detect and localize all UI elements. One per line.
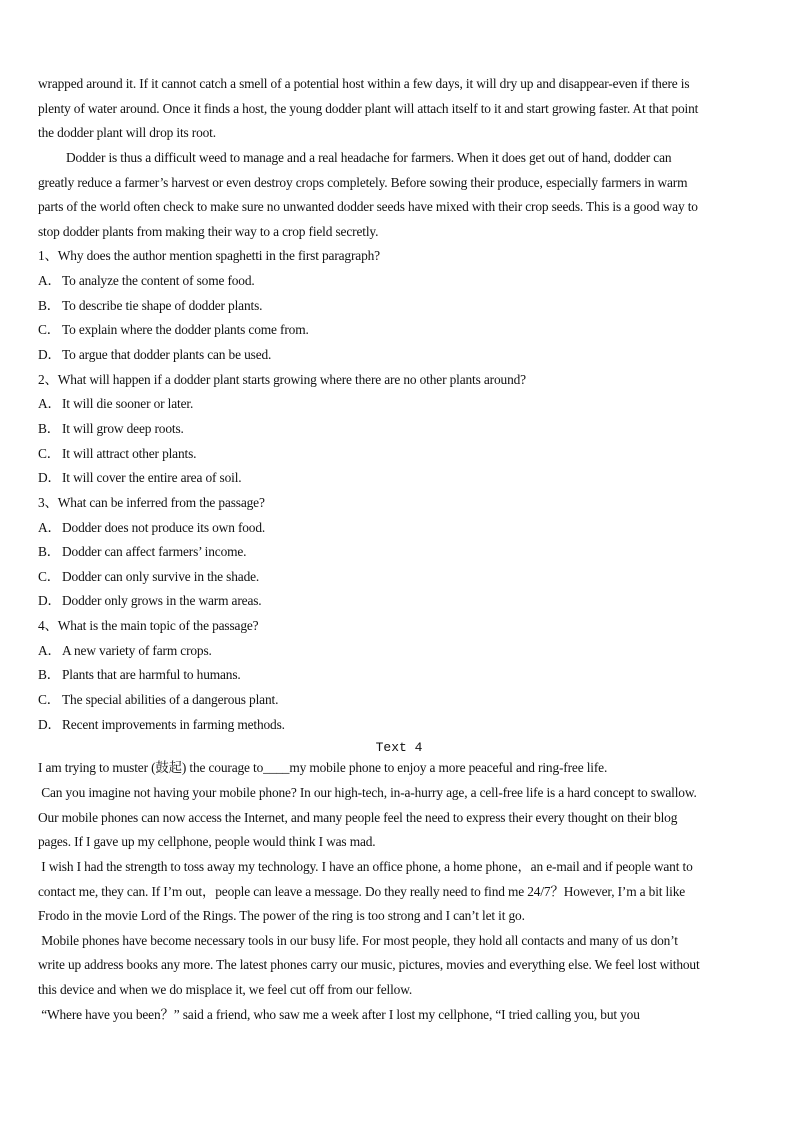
answer-option [38, 713, 760, 738]
option-text: It will cover the entire area of soil. [62, 470, 242, 486]
option-letter: A． [38, 519, 61, 535]
answer-option [38, 540, 760, 565]
text-line: Mobile phones have become necessary tools in our busy life. For most people, they hold all contacts and many of us don’t [38, 932, 678, 948]
option-text: The special abilities of a dangerous plant. [62, 692, 279, 708]
answer-option [38, 688, 760, 713]
text-line: I am trying to muster (鼓起) the courage to____my mobile phone to enjoy a more peaceful and ring-free life. [38, 760, 608, 776]
option-letter: D． [38, 347, 61, 363]
answer-option [38, 516, 760, 541]
text-line: the dodder plant will drop its root. [38, 125, 216, 141]
text-line: greatly reduce a farmer’s harvest or even destroy crops completely. Before sowing their produce, especially farmers in warm [38, 174, 688, 190]
text4-body [38, 756, 760, 1027]
option-letter: D． [38, 716, 61, 732]
answer-option [38, 466, 760, 491]
option-text: To describe tie shape of dodder plants. [62, 297, 263, 313]
option-text: A new variety of farm crops. [62, 642, 212, 658]
text-line: “Where have you been？” said a friend, who saw me a week after I lost my cellphone, “I tried calling you, but you [38, 1006, 640, 1022]
option-text: Plants that are harmful to humans. [62, 667, 241, 683]
passage-paragraph-2 [38, 146, 760, 245]
option-text: Dodder can affect farmers’ income. [62, 544, 247, 560]
option-text: It will grow deep roots. [62, 420, 184, 436]
text-line: Can you imagine not having your mobile phone? In our high-tech, in-a-hurry age, a cell-free life is a hard concept to swallow. [38, 784, 697, 800]
document-page [38, 72, 760, 1027]
option-text: It will attract other plants. [62, 445, 197, 461]
text4-title: Text 4 [375, 740, 423, 756]
option-text: Dodder does not produce its own food. [62, 519, 266, 535]
option-text: Recent improvements in farming methods. [62, 716, 285, 732]
question-stem: 2、What will happen if a dodder plant starts growing where there are no other plants around? [38, 371, 526, 387]
questions-section [38, 244, 760, 737]
question-4 [38, 614, 760, 737]
option-text: Dodder only grows in the warm areas. [62, 593, 262, 609]
text-line: Our mobile phones can now access the Internet, and many people feel the need to express their every thought on their blog [38, 809, 678, 825]
option-text: To argue that dodder plants can be used. [62, 347, 272, 363]
text-line: pages. If I gave up my cellphone, people would think I was mad. [38, 834, 376, 850]
text-line: wrapped around it. If it cannot catch a smell of a potential host within a few days, it will dry up and disappear-even if there is [38, 76, 690, 91]
text-line: parts of the world often check to make sure no unwanted dodder seeds have mixed with their crop seeds. This is a good way to [38, 199, 698, 215]
question-stem: 1、Why does the author mention spaghetti in the first paragraph? [38, 248, 380, 264]
answer-option [38, 663, 760, 688]
text-line: plenty of water around. Once it finds a host, the young dodder plant will attach itself to it and start growing faster. At that point [38, 100, 699, 116]
option-letter: C． [38, 568, 61, 584]
passage-paragraph-1 [38, 72, 760, 146]
option-letter: B． [38, 667, 61, 683]
answer-option [38, 392, 760, 417]
answer-option [38, 639, 760, 664]
text-line: contact me, they can. If I’m out，people can leave a message. Do they really need to find me 24/7？However, I’m a bit like [38, 883, 686, 899]
option-letter: A． [38, 642, 61, 658]
option-letter: B． [38, 544, 61, 560]
option-letter: D． [38, 470, 61, 486]
text-line: Dodder is thus a difficult weed to manage and a real headache for farmers. When it does get out of hand, dodder can [66, 149, 672, 165]
option-letter: A． [38, 273, 61, 289]
option-letter: C． [38, 692, 61, 708]
option-text: It will die sooner or later. [62, 396, 194, 412]
question-3 [38, 491, 760, 614]
option-text: To analyze the content of some food. [62, 273, 255, 289]
answer-option [38, 442, 760, 467]
option-letter: D． [38, 593, 61, 609]
text-line: I wish I had the strength to toss away my technology. I have an office phone, a home phone，an e-mail and if people want to [38, 858, 693, 874]
question-stem: 4、What is the main topic of the passage? [38, 618, 259, 634]
text-line: stop dodder plants from making their way to a crop field secretly. [38, 223, 379, 239]
question-stem: 3、What can be inferred from the passage? [38, 494, 265, 510]
option-letter: B． [38, 297, 61, 313]
text-line: Frodo in the movie Lord of the Rings. The power of the ring is too strong and I can’t let it go. [38, 908, 525, 924]
option-letter: B． [38, 420, 61, 436]
question-2 [38, 368, 760, 491]
answer-option [38, 269, 760, 294]
answer-option [38, 589, 760, 614]
option-text: To explain where the dodder plants come from. [62, 322, 309, 338]
answer-option [38, 417, 760, 442]
text-line: this device and when we do misplace it, we feel cut off from our fellow. [38, 982, 413, 998]
answer-option [38, 343, 760, 368]
option-text: Dodder can only survive in the shade. [62, 568, 260, 584]
text-line: write up address books any more. The latest phones carry our music, pictures, movies and everything else. We feel lost without [38, 957, 700, 973]
question-1 [38, 244, 760, 367]
option-letter: A． [38, 396, 61, 412]
option-letter: C． [38, 322, 61, 338]
answer-option [38, 294, 760, 319]
answer-option [38, 565, 760, 590]
answer-option [38, 318, 760, 343]
option-letter: C． [38, 445, 61, 461]
